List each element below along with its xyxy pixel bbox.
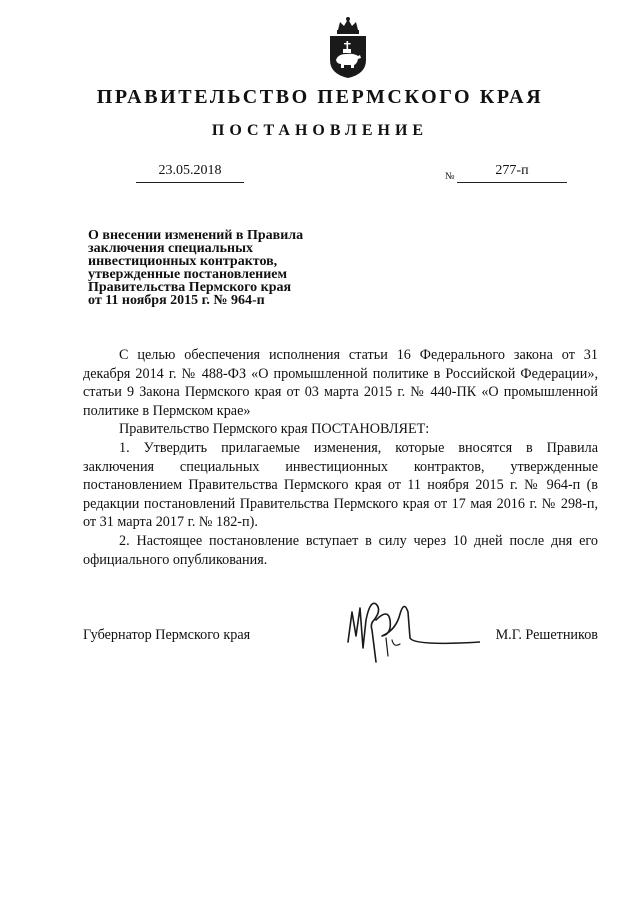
signatory-name: М.Г. Решетников <box>495 627 598 643</box>
subject-line: инвестиционных контрактов, <box>88 254 278 269</box>
body-paragraph-preamble: С целью обеспечения исполнения статьи 16 Федерального закона от 31 декабря 2014 г. № 488-ФЗ «О промышленной политике в Российской Федерации», статьи 9 Закона Пермского края от 03 марта 2015 г. № 440-ПК «О промышленной политике в Пермском крае» <box>83 347 598 419</box>
body-paragraph-resolves: Правительство Пермского края ПОСТАНОВЛЯЕТ: <box>119 421 430 438</box>
subject-line: О внесении изменений в Правила <box>88 228 304 243</box>
body-paragraph-item-1: 1. Утвердить прилагаемые изменения, которые вносятся в Правила заключения специальных инвестиционных контрактов, утвержденные постановлением Правительства Пермского края от 11 ноября 2015 г. № 964-п (в редакции постановлений Правительства Пермского края от 17 мая 2016 г. № 298-п, от 31 марта 2017 г. № 182-п). <box>83 439 598 531</box>
document-body <box>83 346 598 569</box>
document-number: 277-п <box>457 160 567 183</box>
body-paragraph-item-2: 2. Настоящее постановление вступает в силу через 10 дней после дня его официального опубликования. <box>83 532 598 568</box>
coat-of-arms-icon <box>326 16 370 80</box>
subject-line: Правительства Пермского края <box>88 280 292 295</box>
subject-line: утвержденные постановлением <box>88 267 288 282</box>
document-date: 23.05.2018 <box>136 160 244 183</box>
document-subject <box>88 229 348 307</box>
document-kind: ПОСТАНОВЛЕНИЕ <box>211 122 429 139</box>
number-sign: № <box>445 171 455 182</box>
government-title: ПРАВИТЕЛЬСТВО ПЕРМСКОГО КРАЯ <box>96 86 544 108</box>
signatory-position: Губернатор Пермского края <box>83 627 251 643</box>
subject-line: от 11 ноября 2015 г. № 964-п <box>88 293 265 308</box>
subject-line: заключения специальных <box>88 241 254 256</box>
handwritten-signature-icon <box>330 590 480 670</box>
